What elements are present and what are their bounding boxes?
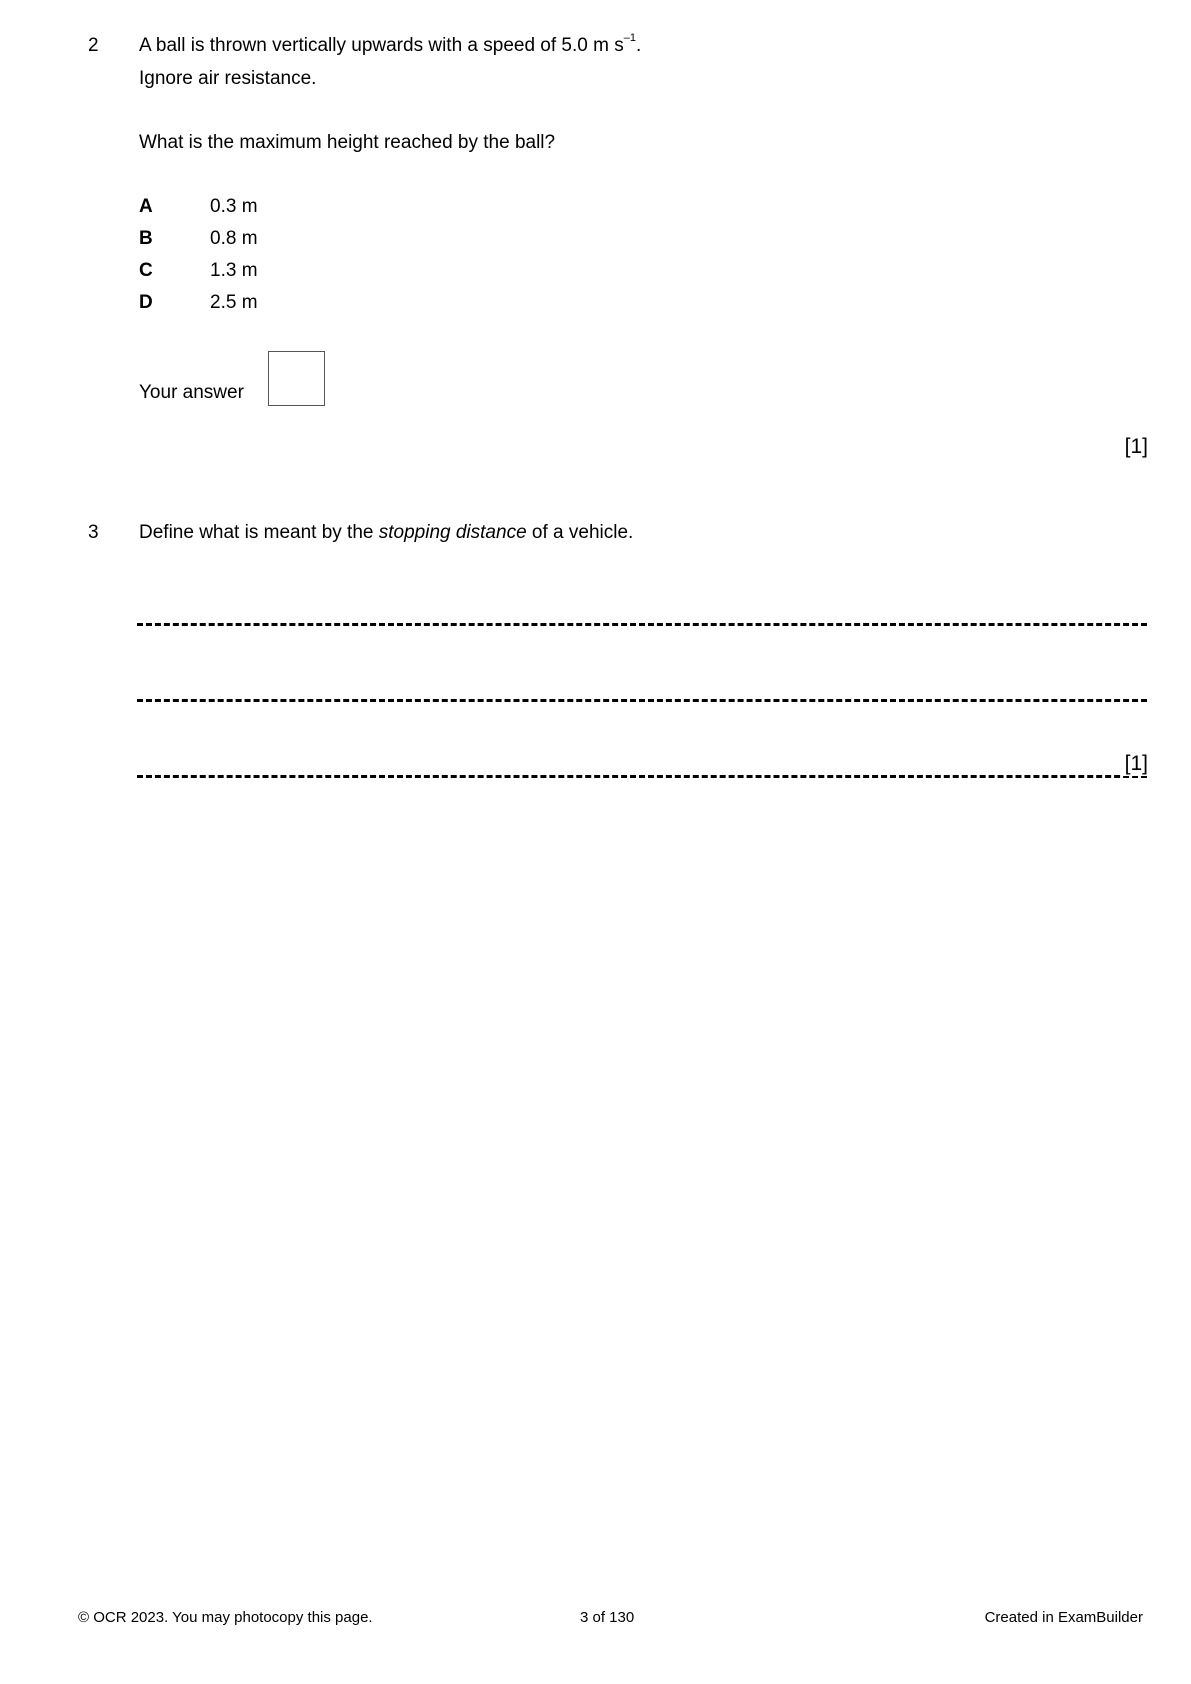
- option-a-value: 0.3 m: [210, 196, 258, 217]
- option-d-value: 2.5 m: [210, 292, 258, 313]
- answer-line-1[interactable]: [137, 623, 1147, 626]
- question-3-stem-post: of a vehicle.: [526, 522, 634, 543]
- option-a-letter: A: [139, 196, 153, 217]
- answer-box[interactable]: [268, 351, 325, 406]
- answer-line-3[interactable]: [137, 775, 1147, 778]
- question-2-stem-line2: Ignore air resistance.: [139, 68, 317, 89]
- question-2-stem-period: .: [635, 35, 642, 56]
- option-d-letter: D: [139, 292, 153, 313]
- question-3-number: 3: [88, 522, 99, 543]
- question-3-marks: [1]: [1124, 752, 1148, 775]
- question-2-marks: [1]: [1124, 435, 1148, 458]
- question-3-stem: [139, 522, 633, 544]
- option-b-letter: B: [139, 228, 153, 249]
- option-b-value: 0.8 m: [210, 228, 258, 249]
- question-2-number: 2: [88, 35, 99, 56]
- question-2-prompt: What is the maximum height reached by the ball?: [139, 132, 556, 153]
- option-c-letter: C: [139, 260, 153, 281]
- question-3-stem-term: stopping distance: [378, 522, 527, 543]
- question-2-stem-line1: [139, 32, 642, 57]
- question-2-stem-text: A ball is thrown vertically upwards with a speed of 5.0 m s: [139, 35, 624, 56]
- unit-exponent: –1: [623, 32, 636, 44]
- answer-line-2[interactable]: [137, 699, 1147, 702]
- your-answer-label: Your answer: [139, 382, 244, 403]
- footer-created-in: Created in ExamBuilder: [984, 1609, 1143, 1626]
- footer-page-number: 3 of 130: [580, 1609, 635, 1626]
- question-3-stem-pre: Define what is meant by the: [139, 522, 379, 543]
- option-c-value: 1.3 m: [210, 260, 258, 281]
- footer-copyright: © OCR 2023. You may photocopy this page.: [78, 1609, 373, 1626]
